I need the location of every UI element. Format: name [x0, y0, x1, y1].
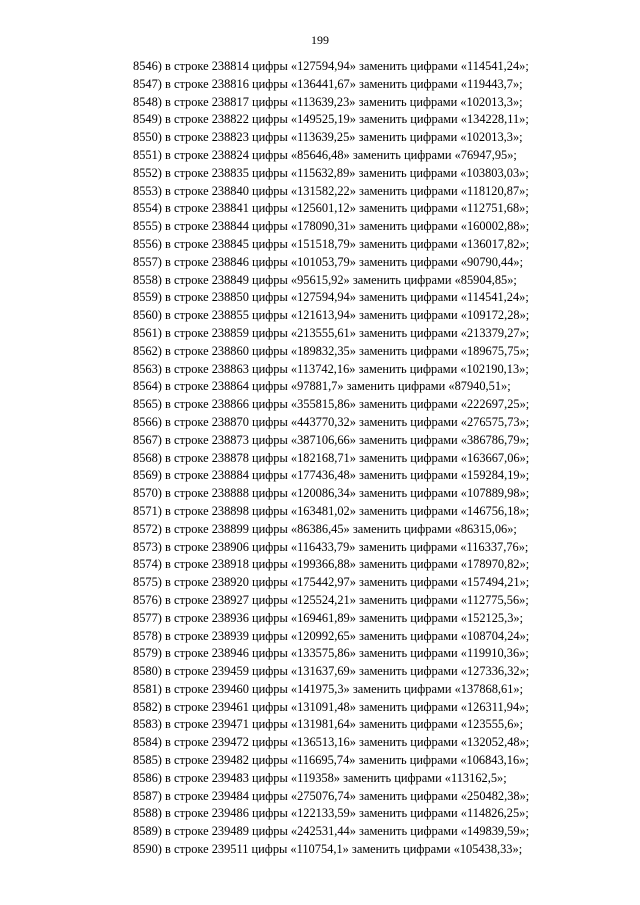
amendment-line: 8578) в строке 238939 цифры «120992,65» заменить цифрами «108704,24»;: [133, 628, 530, 643]
amendment-line: 8553) в строке 238840 цифры «131582,22» заменить цифрами «118120,87»;: [133, 183, 529, 198]
amendment-line: 8559) в строке 238850 цифры «127594,94» заменить цифрами «114541,24»;: [133, 290, 529, 305]
amendment-line: 8552) в строке 238835 цифры «115632,89» заменить цифрами «103803,03»;: [133, 165, 529, 180]
amendment-line: 8572) в строке 238899 цифры «86386,45» заменить цифрами «86315,06»;: [133, 521, 517, 536]
amendment-line: 8581) в строке 239460 цифры «141975,3» заменить цифрами «137868,61»;: [133, 681, 524, 696]
amendment-line: 8548) в строке 238817 цифры «113639,23» заменить цифрами «102013,3»;: [133, 94, 523, 109]
amendment-line: 8564) в строке 238864 цифры «97881,7» заменить цифрами «87940,51»;: [133, 379, 511, 394]
amendment-line: 8546) в строке 238814 цифры «127594,94» заменить цифрами «114541,24»;: [133, 59, 529, 73]
amendment-line: 8560) в строке 238855 цифры «121613,94» заменить цифрами «109172,28»;: [133, 308, 530, 323]
amendment-line: 8565) в строке 238866 цифры «355815,86» заменить цифрами «222697,25»;: [133, 397, 530, 412]
amendment-line: 8566) в строке 238870 цифры «443770,32» заменить цифрами «276575,73»;: [133, 414, 530, 429]
amendment-line: 8547) в строке 238816 цифры «136441,67» заменить цифрами «119443,7»;: [133, 76, 523, 91]
amendment-line: 8563) в строке 238863 цифры «113742,16» заменить цифрами «102190,13»;: [133, 361, 529, 376]
amendment-line: 8558) в строке 238849 цифры «95615,92» заменить цифрами «85904,85»;: [133, 272, 517, 287]
amendment-line: 8570) в строке 238888 цифры «120086,34» заменить цифрами «107889,98»;: [133, 486, 530, 501]
amendment-line: 8587) в строке 239484 цифры «275076,74» заменить цифрами «250482,38»;: [133, 788, 530, 803]
amendment-line: 8583) в строке 239471 цифры «131981,64» заменить цифрами «123555,6»;: [133, 717, 524, 732]
amendment-line: 8554) в строке 238841 цифры «125601,12» заменить цифрами «112751,68»;: [133, 201, 529, 216]
amendment-line: 8556) в строке 238845 цифры «151518,79» заменить цифрами «136017,82»;: [133, 236, 530, 251]
amendment-line: 8557) в строке 238846 цифры «101053,79» заменить цифрами «90790,44»;: [133, 254, 524, 269]
amendment-line: 8573) в строке 238906 цифры «116433,79» заменить цифрами «116337,76»;: [133, 539, 529, 554]
amendment-line: 8586) в строке 239483 цифры «119358» заменить цифрами «113162,5»;: [133, 770, 507, 785]
amendment-line: 8585) в строке 239482 цифры «116695,74» заменить цифрами «106843,16»;: [133, 753, 529, 768]
amendment-line: 8588) в строке 239486 цифры «122133,59» заменить цифрами «114826,25»;: [133, 806, 529, 821]
page-number: 199: [311, 33, 329, 47]
amendment-list: [133, 58, 603, 859]
amendment-line: 8589) в строке 239489 цифры «242531,44» заменить цифрами «149839,59»;: [133, 824, 530, 839]
amendment-line: 8590) в строке 239511 цифры «110754,1» заменить цифрами «105438,33»;: [133, 842, 523, 857]
amendment-line: 8551) в строке 238824 цифры «85646,48» заменить цифрами «76947,95»;: [133, 147, 517, 162]
amendment-line: 8569) в строке 238884 цифры «177436,48» заменить цифрами «159284,19»;: [133, 468, 530, 483]
amendment-line: 8574) в строке 238918 цифры «199366,88» заменить цифрами «178970,82»;: [133, 557, 530, 572]
amendment-line: 8571) в строке 238898 цифры «163481,02» заменить цифрами «146756,18»;: [133, 503, 530, 518]
amendment-line: 8561) в строке 238859 цифры «213555,61» заменить цифрами «213379,27»;: [133, 325, 530, 340]
amendment-line: 8575) в строке 238920 цифры «175442,97» заменить цифрами «157494,21»;: [133, 575, 530, 590]
amendment-line: 8555) в строке 238844 цифры «178090,31» заменить цифрами «160002,88»;: [133, 219, 530, 234]
amendment-line: 8584) в строке 239472 цифры «136513,16» заменить цифрами «132052,48»;: [133, 735, 530, 750]
amendment-line: 8567) в строке 238873 цифры «387106,66» заменить цифрами «386786,79»;: [133, 432, 530, 447]
amendment-line: 8579) в строке 238946 цифры «133575,86» заменить цифрами «119910,36»;: [133, 646, 529, 661]
amendment-line: 8582) в строке 239461 цифры «131091,48» заменить цифрами «126311,94»;: [133, 699, 529, 714]
amendment-line: 8549) в строке 238822 цифры «149525,19» заменить цифрами «134228,11»;: [133, 112, 529, 127]
amendment-line: 8568) в строке 238878 цифры «182168,71» заменить цифрами «163667,06»;: [133, 450, 530, 465]
amendment-line: 8576) в строке 238927 цифры «125524,21» заменить цифрами «112775,56»;: [133, 592, 529, 607]
amendment-line: 8577) в строке 238936 цифры «169461,89» заменить цифрами «152125,3»;: [133, 610, 524, 625]
amendment-line: 8562) в строке 238860 цифры «189832,35» заменить цифрами «189675,75»;: [133, 343, 530, 358]
amendment-line: 8580) в строке 239459 цифры «131637,69» заменить цифрами «127336,32»;: [133, 664, 530, 679]
amendment-line: 8550) в строке 238823 цифры «113639,25» заменить цифрами «102013,3»;: [133, 130, 523, 145]
